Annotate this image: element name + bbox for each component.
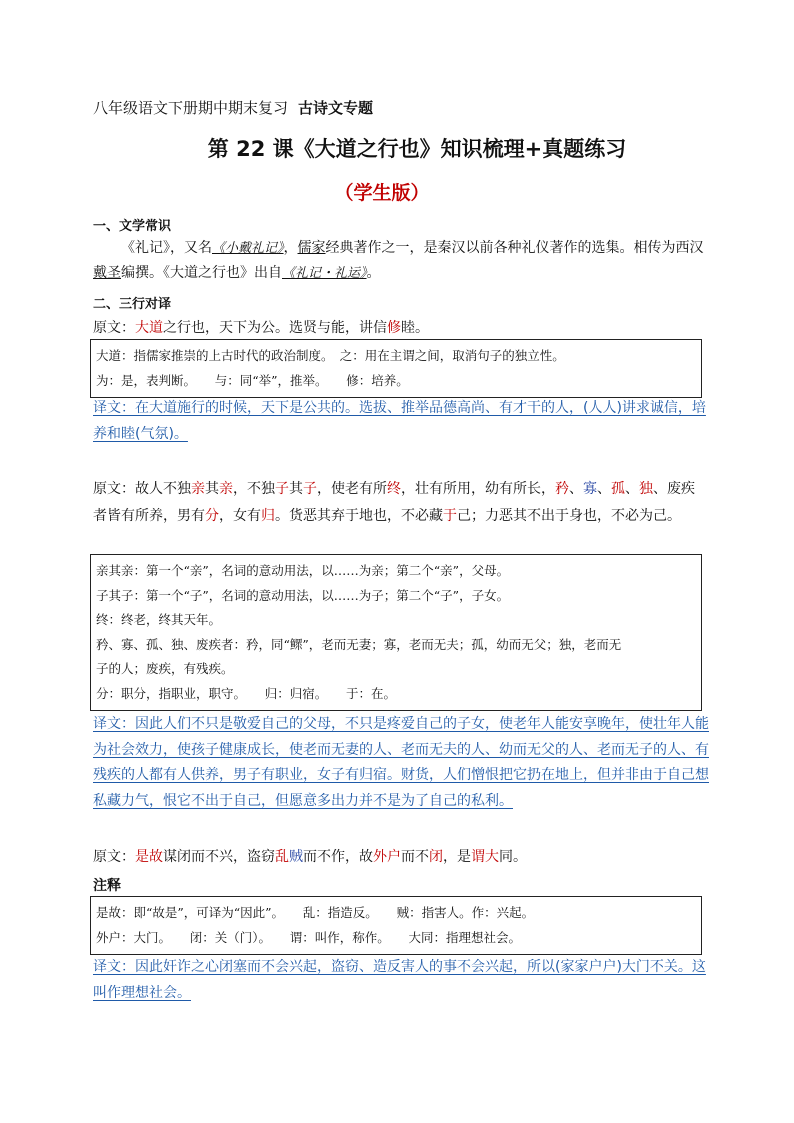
highlighted-word: 终 <box>387 481 401 497</box>
highlighted-word: 归 <box>261 508 275 524</box>
highlighted-word: 大道 <box>135 320 163 336</box>
highlighted-word: 闭 <box>429 849 443 865</box>
note-line: 亲其亲：第一个“亲”，名词的意动用法，以……为亲；第二个“亲”，父母。 <box>96 563 510 578</box>
note-line: 分：职分，指职业，职守。 归：归宿。 于：在。 <box>96 685 397 701</box>
notes-box-3 <box>90 896 702 955</box>
section-heading-translation: 二、三行对译 <box>93 297 172 312</box>
highlighted-word: 子 <box>275 481 289 497</box>
text-run: 谋闭而不兴，盗窃 <box>163 849 275 865</box>
text-run: 原文： <box>93 320 135 336</box>
literature-paragraph <box>93 236 708 286</box>
text-run: 。货恶其弃于地也，不必藏 <box>275 508 443 524</box>
page-subtitle: （学生版） <box>334 182 430 204</box>
underlined-term: 戴圣 <box>93 265 121 281</box>
text-run: ，不独 <box>233 481 275 497</box>
highlighted-word: 子 <box>303 481 317 497</box>
highlighted-word: 于 <box>443 508 457 524</box>
highlighted-word: 外户 <box>373 849 401 865</box>
text-run: 《礼记》，又名 <box>121 240 212 256</box>
page-title: 第 22 课《大道之行也》知识梳理+真题练习 <box>207 137 627 161</box>
highlighted-word: 谓 <box>471 849 485 865</box>
original-text-2 <box>93 476 708 530</box>
note-line: 子其子：第一个“子”，名词的意动用法，以……为子；第二个“子”，子女。 <box>96 587 510 603</box>
highlighted-word: 乱 <box>275 849 289 865</box>
text-run: 原文：故人不独 <box>93 481 191 497</box>
highlighted-word: 孤 <box>611 481 625 497</box>
highlighted-word: 亲 <box>219 481 233 497</box>
text-run: ，壮有所用，幼有所长， <box>401 481 555 497</box>
text-run: 而不 <box>401 849 429 865</box>
header-line <box>93 97 373 118</box>
notes-box-1 <box>90 339 702 398</box>
notes-box-2 <box>90 554 702 711</box>
topic-label: 古诗文专题 <box>298 99 374 117</box>
text-run: 经典著作之一，是秦汉以前各种礼仪著作的选集。相传为西汉 <box>325 240 704 256</box>
highlighted-word: 大 <box>485 849 499 865</box>
translation-3: 译文：因此奸诈之心闭塞而不会兴起，盗窃、造反害人的事不会兴起，所以(家家户户)大门不关。这叫作理想社会。 <box>93 959 706 1001</box>
text-run: 睦。 <box>401 320 429 336</box>
note-line: 矜、寡、孤、独、废疾者：矜，同“鳏”，老而无妻；寡，老而无夫；孤，幼而无父；独，老而无 <box>96 636 622 652</box>
text-run: 、 <box>597 481 611 497</box>
text-run: 之行也，天下为公。选贤与能，讲信 <box>163 320 387 336</box>
underlined-term: 《礼记・礼运》 <box>282 266 367 281</box>
text-run: 而不作，故 <box>303 849 373 865</box>
note-line: 是故：即“故是”，可译为“因此”。 乱：指造反。 贼：指害人。作：兴起。 <box>96 905 535 920</box>
highlighted-word: 独 <box>639 481 653 497</box>
note-line: 子的人；废疾，有残疾。 <box>96 661 234 676</box>
highlighted-word: 贼 <box>289 849 303 865</box>
text-run: 原文： <box>93 849 135 865</box>
note-line: 终：终老，终其天年。 <box>96 612 222 627</box>
text-run: 同。 <box>499 849 527 865</box>
section-heading-literature: 一、文学常识 <box>93 219 172 234</box>
original-text-1 <box>93 316 708 341</box>
note-line: 大道：指儒家推崇的上古时代的政治制度。 之：用在主谓之间，取消句子的独立性。 <box>96 348 565 363</box>
highlighted-word: 修 <box>387 320 401 336</box>
underlined-term: 《小戴礼记》 <box>212 241 284 256</box>
notes-label: 注释 <box>93 878 121 894</box>
highlighted-word: 寡 <box>583 481 597 497</box>
text-run: 其 <box>289 481 303 497</box>
note-line: 外户：大门。 闭：关（门）。 谓：叫作，称作。 大同：指理想社会。 <box>96 929 522 945</box>
text-run: ，女有 <box>219 508 261 524</box>
translation-2: 译文：因此人们不只是敬爱自己的父母，不只是疼爱自己的子女，使老年人能安享晚年，使壮年人能为社会效力，使孩子健康成长，使老而无妻的人、老而无夫的人、幼而无父的人、老而无子的人、有残疾的人都有人供养，男子有职业，女子有归宿。财货，人们憎恨把它扔在地上，但并非由于自己想私藏力气，恨它不出于自己，但愿意多出力并不是为了自己的私利。 <box>93 716 709 809</box>
text-run: 编撰。《大道之行也》出自 <box>121 265 282 281</box>
text-run: 。 <box>366 265 381 281</box>
highlighted-word: 矜 <box>555 481 569 497</box>
text-run: 其 <box>205 481 219 497</box>
text-run: ，使老有所 <box>317 481 387 497</box>
highlighted-word: 是故 <box>135 849 163 865</box>
text-run: ，是 <box>443 849 471 865</box>
translation-1: 译文：在大道施行的时候，天下是公共的。选拔、推举品德高尚、有才干的人，(人人)讲求诚信，培养和睦(气氛)。 <box>93 400 706 442</box>
original-text-3 <box>93 845 708 870</box>
text-run: ， <box>283 240 298 256</box>
note-line: 为：是，表判断。 与：同“举”，推举。 修：培养。 <box>96 372 409 388</box>
text-run: 、废疾者皆有所养，男有 <box>93 481 695 524</box>
highlighted-word: 分 <box>205 508 219 524</box>
text-run: 己；力恶其不出于身也，不必为己。 <box>457 508 681 524</box>
highlighted-word: 亲 <box>191 481 205 497</box>
course-label: 八年级语文下册期中期末复习 <box>93 99 289 117</box>
text-run: 、 <box>625 481 639 497</box>
text-run: 、 <box>569 481 583 497</box>
underlined-term: 儒家 <box>297 240 326 256</box>
